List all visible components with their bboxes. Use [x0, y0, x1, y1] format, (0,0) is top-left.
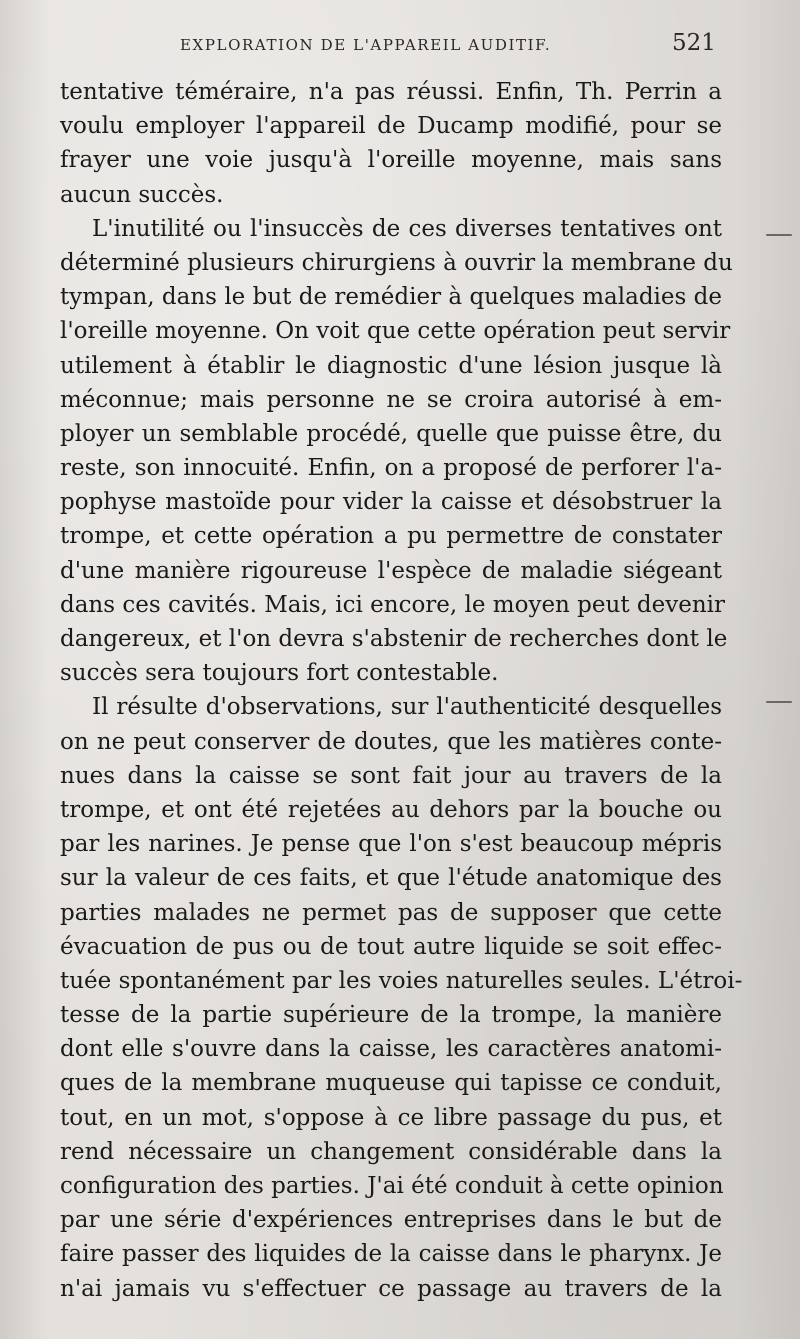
- text-line: rend nécessaire un changement considérable dans la: [60, 1138, 722, 1165]
- text-line: succès sera toujours fort contestable.: [60, 660, 499, 687]
- text-line: n'ai jamais vu s'effectuer ce passage au travers de la: [60, 1275, 722, 1302]
- text-line: utilement à établir le diagnostic d'une lésion jusque là: [60, 352, 722, 379]
- text-line: on ne peut conserver de doutes, que les matières conte-: [60, 728, 722, 755]
- text-line: aucun succès.: [60, 181, 224, 208]
- text-line: pophyse mastoïde pour vider la caisse et désobstruer la: [60, 489, 722, 516]
- text-line: nues dans la caisse se sont fait jour au travers de la: [60, 762, 722, 789]
- text-line: tympan, dans le but de remédier à quelques maladies de: [60, 284, 722, 311]
- text-line: voulu employer l'appareil de Ducamp modifié, pour se: [60, 113, 722, 140]
- text-line: Il résulte d'observations, sur l'authenticité desquelles: [92, 694, 722, 721]
- text-line: l'oreille moyenne. On voit que cette opération peut servir: [60, 318, 731, 345]
- text-line: trompe, et cette opération a pu permettre de constater: [60, 523, 722, 550]
- running-title: EXPLORATION DE L'APPAREIL AUDITIF.: [180, 36, 552, 54]
- text-line: dont elle s'ouvre dans la caisse, les caractères anatomi-: [60, 1036, 722, 1063]
- text-line: évacuation de pus ou de tout autre liquide se soit effec-: [60, 933, 722, 960]
- text-line: sur la valeur de ces faits, et que l'étude anatomique des: [60, 865, 722, 892]
- page-number: 521: [672, 30, 716, 56]
- text-line: dans ces cavités. Mais, ici encore, le moyen peut devenir: [60, 591, 725, 618]
- text-line: ployer un semblable procédé, quelle que puisse être, du: [60, 420, 722, 447]
- text-line: frayer une voie jusqu'à l'oreille moyenne, mais sans: [60, 147, 722, 174]
- margin-mark: [766, 234, 792, 236]
- body-text: [60, 75, 743, 1306]
- text-line: L'inutilité ou l'insuccès de ces diverses tentatives ont: [92, 215, 722, 242]
- text-line: d'une manière rigoureuse l'espèce de maladie siégeant: [60, 557, 722, 584]
- text-line: dangereux, et l'on devra s'abstenir de recherches dont le: [60, 626, 728, 652]
- text-line: tentative téméraire, n'a pas réussi. Enfin, Th. Perrin a: [60, 79, 722, 105]
- text-line: parties malades ne permet pas de supposer que cette: [60, 899, 722, 926]
- margin-mark: [766, 701, 792, 703]
- text-line: par les narines. Je pense que l'on s'est beaucoup mépris: [60, 831, 722, 858]
- text-line: trompe, et ont été rejetées au dehors par la bouche ou: [60, 796, 722, 823]
- text-line: configuration des parties. J'ai été conduit à cette opinion: [60, 1173, 724, 1199]
- text-line: par une série d'expériences entreprises dans le but de: [60, 1207, 722, 1234]
- text-line: tuée spontanément par les voies naturelles seules. L'étroi-: [60, 967, 743, 994]
- text-line: tout, en un mot, s'oppose à ce libre passage du pus, et: [60, 1104, 722, 1131]
- text-line: reste, son innocuité. Enfin, on a proposé de perforer l'a-: [60, 455, 722, 482]
- text-line: méconnue; mais personne ne se croira autorisé à em-: [60, 386, 722, 413]
- text-line: ques de la membrane muqueuse qui tapisse ce conduit,: [60, 1070, 722, 1097]
- text-line: déterminé plusieurs chirurgiens à ouvrir la membrane du: [60, 249, 733, 276]
- text-line: faire passer des liquides de la caisse dans le pharynx. Je: [60, 1241, 722, 1268]
- text-line: tesse de la partie supérieure de la trompe, la manière: [60, 1002, 722, 1029]
